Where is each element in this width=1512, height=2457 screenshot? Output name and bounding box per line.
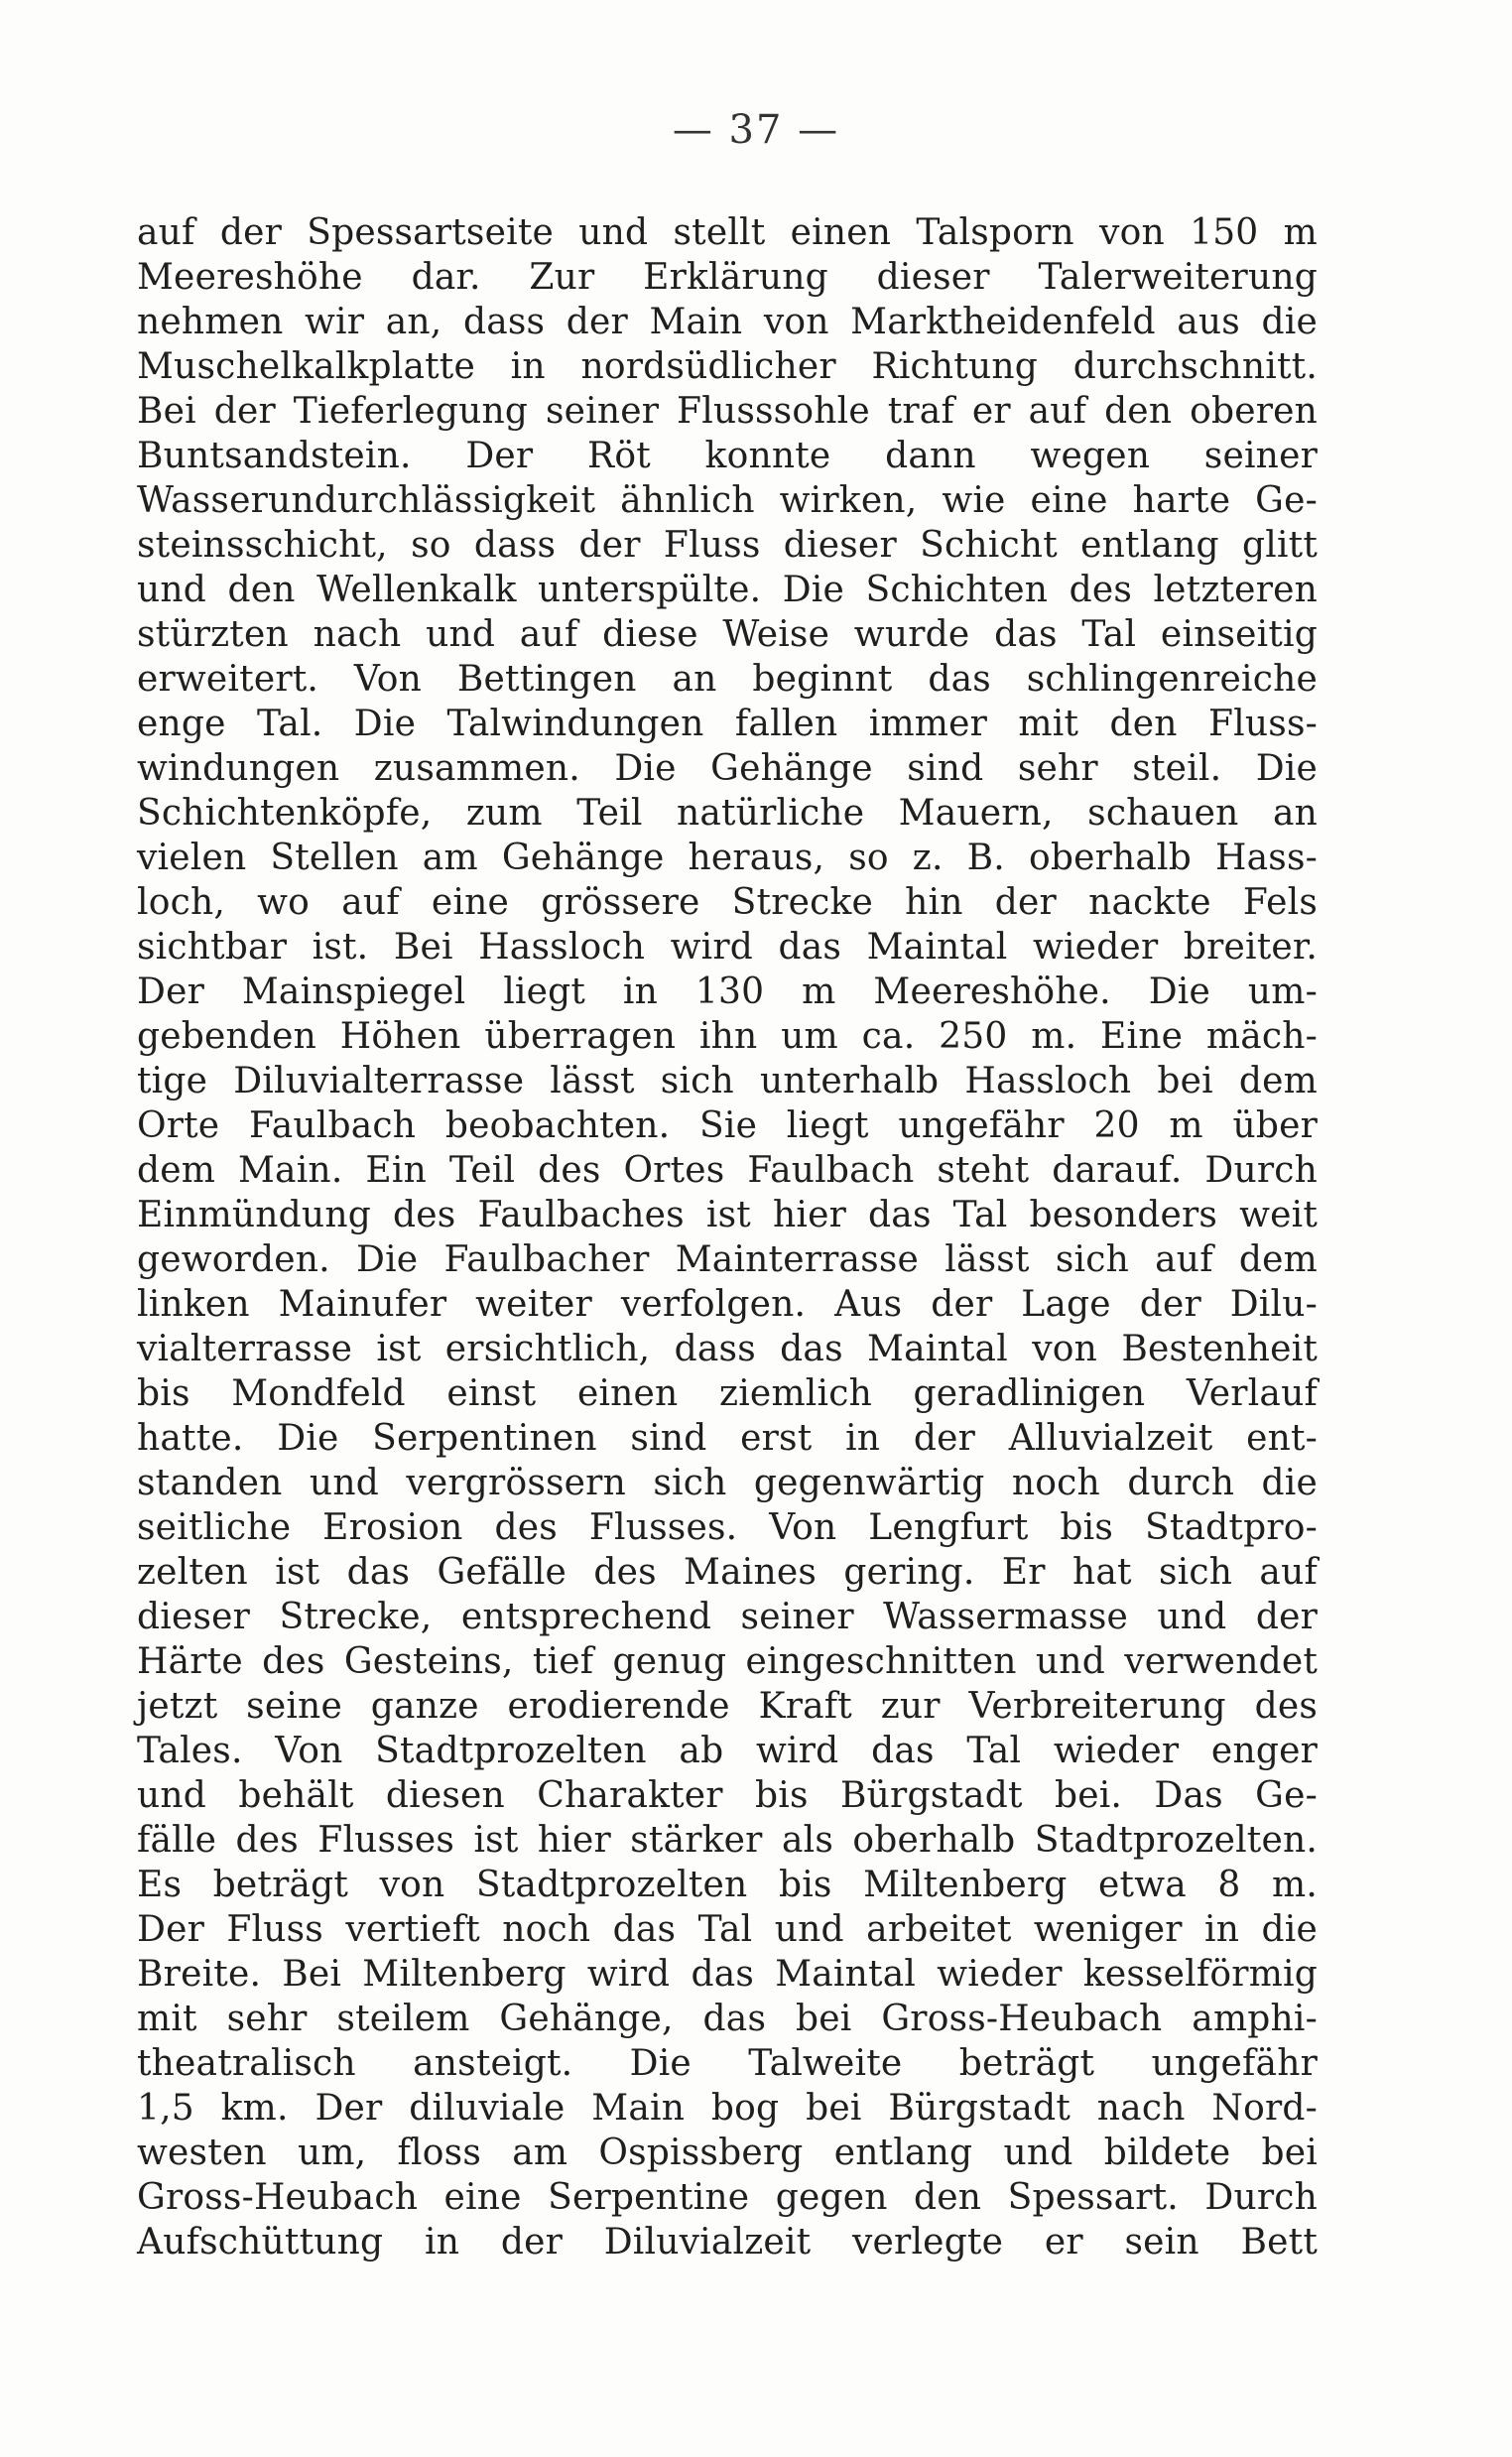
body-text bbox=[137, 210, 1318, 2264]
page-number: — 37 — bbox=[672, 107, 840, 153]
text-line: linken Mainufer weiter verfolgen. Aus der Lage der Dilu- bbox=[137, 1284, 1318, 1325]
text-line: standen und vergrössern sich gegenwärtig noch durch die bbox=[137, 1463, 1318, 1503]
text-line: bis Mondfeld einst einen ziemlich geradlinigen Verlauf bbox=[137, 1373, 1318, 1414]
text-line: Einmündung des Faulbaches ist hier das Tal besonders weit bbox=[137, 1195, 1318, 1235]
text-line: Gross-Heubach eine Serpentine gegen den Spessart. Durch bbox=[137, 2177, 1318, 2218]
text-line: Muschelkalkplatte in nordsüdlicher Richtung durchschnitt. bbox=[137, 346, 1318, 387]
text-line: windungen zusammen. Die Gehänge sind sehr steil. Die bbox=[137, 748, 1318, 789]
text-line: Schichtenköpfe, zum Teil natürliche Mauern, schauen an bbox=[137, 793, 1318, 834]
text-line: seitliche Erosion des Flusses. Von Lengfurt bis Stadtpro- bbox=[137, 1507, 1318, 1548]
text-line: Meereshöhe dar. Zur Erklärung dieser Talerweiterung bbox=[137, 257, 1318, 298]
text-line: und den Wellenkalk unterspülte. Die Schichten des letzteren bbox=[137, 570, 1318, 610]
text-line: Bei der Tieferlegung seiner Flusssohle traf er auf den oberen bbox=[137, 391, 1318, 432]
text-line: Breite. Bei Miltenberg wird das Maintal wieder kesselförmig bbox=[137, 1954, 1318, 1995]
text-line: stürzten nach und auf diese Weise wurde das Tal einseitig bbox=[137, 614, 1318, 655]
text-line: Der Fluss vertieft noch das Tal und arbeitet weniger in die bbox=[137, 1909, 1318, 1950]
text-line: dieser Strecke, entsprechend seiner Wassermasse und der bbox=[137, 1597, 1318, 1637]
text-line: Tales. Von Stadtprozelten ab wird das Tal wieder enger bbox=[137, 1731, 1318, 1771]
text-line: Wasserundurchlässigkeit ähnlich wirken, wie eine harte Ge- bbox=[137, 480, 1318, 521]
text-line: enge Tal. Die Talwindungen fallen immer mit den Fluss- bbox=[137, 704, 1318, 744]
text-line: fälle des Flusses ist hier stärker als oberhalb Stadtprozelten. bbox=[137, 1820, 1318, 1861]
text-line: und behält diesen Charakter bis Bürgstadt bei. Das Ge- bbox=[137, 1775, 1318, 1816]
text-line: Härte des Gesteins, tief genug eingeschnitten und verwendet bbox=[137, 1641, 1318, 1682]
text-line: sichtbar ist. Bei Hassloch wird das Maintal wieder breiter. bbox=[137, 927, 1318, 968]
text-line: jetzt seine ganze erodierende Kraft zur Verbreiterung des bbox=[137, 1686, 1318, 1727]
text-line: geworden. Die Faulbacher Mainterrasse lässt sich auf dem bbox=[137, 1239, 1318, 1280]
text-line: hatte. Die Serpentinen sind erst in der Alluvialzeit ent- bbox=[137, 1418, 1318, 1459]
text-line: Buntsandstein. Der Röt konnte dann wegen seiner bbox=[137, 436, 1318, 476]
text-line: mit sehr steilem Gehänge, das bei Gross-Heubach amphi- bbox=[137, 1999, 1318, 2039]
text-line: auf der Spessartseite und stellt einen Talsporn von 150 m bbox=[137, 212, 1318, 253]
text-line: zelten ist das Gefälle des Maines gering. Er hat sich auf bbox=[137, 1552, 1318, 1593]
text-line: erweitert. Von Bettingen an beginnt das schlingenreiche bbox=[137, 659, 1318, 700]
text-line: loch, wo auf eine grössere Strecke hin der nackte Fels bbox=[137, 882, 1318, 923]
text-line: Orte Faulbach beobachten. Sie liegt ungefähr 20 m über bbox=[137, 1105, 1318, 1146]
text-line: gebenden Höhen überragen ihn um ca. 250 m. Eine mäch- bbox=[137, 1016, 1318, 1057]
text-line: vielen Stellen am Gehänge heraus, so z. B. oberhalb Hass- bbox=[137, 838, 1318, 878]
text-line: Aufschüttung in der Diluvialzeit verlegte er sein Bett bbox=[137, 2222, 1318, 2263]
text-line: steinsschicht, so dass der Fluss dieser Schicht entlang glitt bbox=[137, 525, 1318, 566]
text-line: tige Diluvialterrasse lässt sich unterhalb Hassloch bei dem bbox=[137, 1061, 1318, 1101]
text-line: theatralisch ansteigt. Die Talweite beträgt ungefähr bbox=[137, 2043, 1318, 2084]
text-line: dem Main. Ein Teil des Ortes Faulbach steht darauf. Durch bbox=[137, 1150, 1318, 1191]
text-line: 1,5 km. Der diluviale Main bog bei Bürgstadt nach Nord- bbox=[137, 2088, 1318, 2129]
text-line: Der Mainspiegel liegt in 130 m Meereshöhe. Die um- bbox=[137, 971, 1318, 1012]
text-line: nehmen wir an, dass der Main von Marktheidenfeld aus die bbox=[137, 302, 1318, 342]
text-line: Es beträgt von Stadtprozelten bis Miltenberg etwa 8 m. bbox=[137, 1865, 1318, 1905]
text-line: vialterrasse ist ersichtlich, dass das Maintal von Bestenheit bbox=[137, 1329, 1318, 1369]
text-line: westen um, floss am Ospissberg entlang und bildete bei bbox=[137, 2133, 1318, 2173]
